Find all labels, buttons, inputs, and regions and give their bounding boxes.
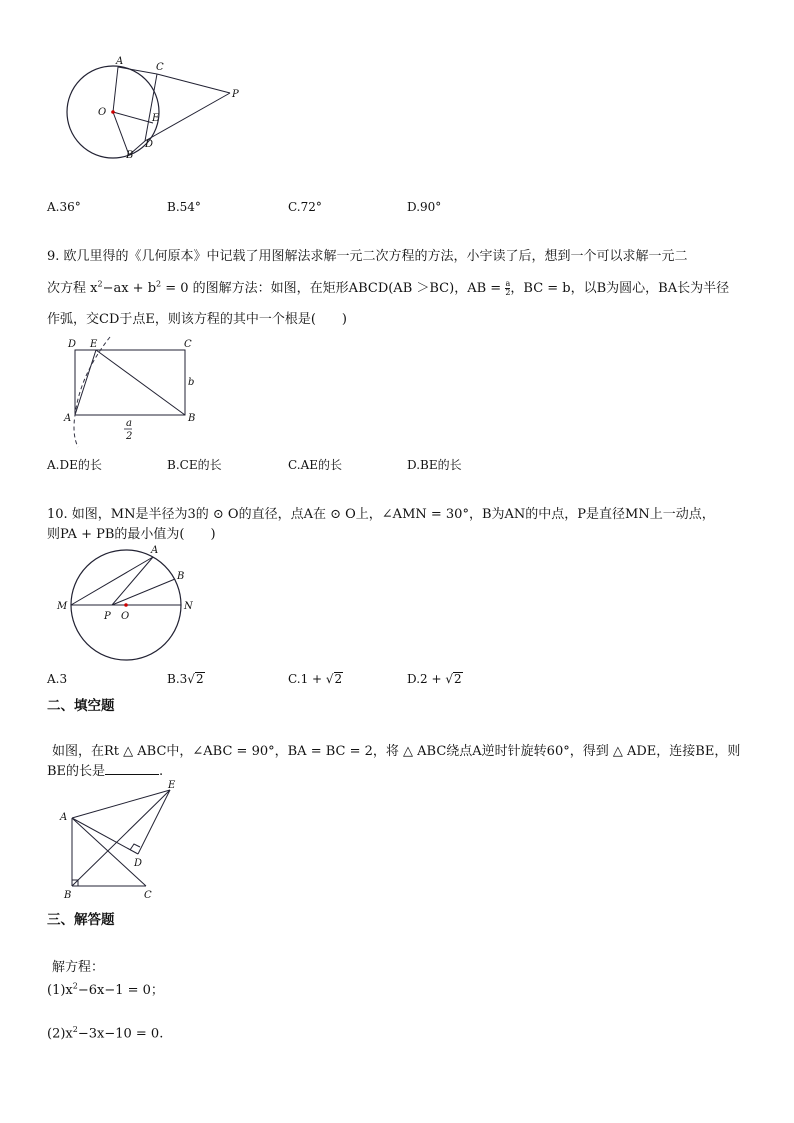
fill-label-b: B [64,890,72,901]
q9-label-b: B [188,413,196,424]
q8-label-d: D [145,139,154,150]
fill-question-line2: BE的长是 . [47,764,164,779]
q8-label-o: O [98,107,107,118]
q10-option-d[interactable]: D.2 + √2 [407,672,462,686]
q8-label-p: P [232,89,239,100]
q10-label-o: O [121,611,130,622]
section-answer-title: 三、解答题 [47,912,115,928]
q10-text-line2: 则PA + PB的最小值为( ) [47,527,216,542]
q10-label-n: N [184,601,193,612]
q8-label-b: B [126,150,134,161]
q9-figure [60,335,210,453]
q8-label-e: E [152,113,160,124]
equation-2: $(2)x^2-3x-10 = 0$. [47,1025,164,1042]
q10-option-b[interactable]: B.3√2 [167,672,204,686]
q10-figure [55,543,205,665]
solve-intro: 解方程： [52,960,105,975]
q8-option-c[interactable]: C.72° [288,200,322,214]
q9-text-line3: 作弧，交CD于点E，则该方程的其中一个根是( ) [47,312,348,327]
q8-option-d[interactable]: D.90° [407,200,442,214]
section-fill-blank-title: 二、填空题 [47,698,115,714]
q10-label-a: A [151,545,159,556]
q8-label-c: C [156,62,164,73]
q10-option-c[interactable]: C.1 + √2 [288,672,343,686]
q9-fraction: $\frac{a}{2}$ [505,279,511,297]
fill-label-e: E [168,780,176,791]
q10-text-line1: 10. 如图，MN是半径为3的 ⊙ O的直径，点A在 ⊙ O上，∠AMN = 30°，B为AN的中点，P是直径MN上一动点， [47,507,715,522]
q9-label-e: E [90,339,98,350]
q8-option-a[interactable]: A.36° [47,200,81,214]
fill-label-a: A [60,812,68,823]
q8-figure [60,55,250,170]
q10-label-p: P [104,611,111,622]
q9-label-a: A [64,413,72,424]
q8-label-a: A [116,56,124,67]
q9-label-d: D [68,339,77,350]
q9-option-a[interactable]: A.DE的长 [47,458,102,472]
q9-text-line2: 次方程 $x^2-ax + b^2 = 0$ 的图解方法：如图，在矩形ABCD(AB ＞BC)，AB = $\frac{a}{2}$ ，BC = b，以B为圆心，BA长为半径 [47,279,730,297]
q10-label-b: B [177,571,185,582]
q9-label-b-side: b [188,377,195,388]
q10-option-a[interactable]: A.3 [47,672,68,686]
fill-label-d: D [134,858,143,869]
fill-figure [58,780,188,902]
fill-question-line1: 如图，在Rt △ ABC中，∠ABC = 90°，BA = BC = 2，将 △ ABC绕点A逆时针旋转60°，得到 △ ADE，连接BE，则 [52,744,741,759]
q9-label-a-side: a [126,418,132,429]
q9-rectangle [75,350,185,415]
answer-blank[interactable] [105,763,159,775]
q9-option-b[interactable]: B.CE的长 [167,458,222,472]
q9-label-two: 2 [126,431,133,442]
q9-option-d[interactable]: D.BE的长 [407,458,462,472]
q9-option-c[interactable]: C.AE的长 [288,458,342,472]
q8-option-b[interactable]: B.54° [167,200,201,214]
q9-text-line1: 9. 欧几里得的《几何原本》中记载了用图解法求解一元二次方程的方法，小宇读了后，想到一个可以求解一元二 [47,249,688,264]
q9-label-c: C [184,339,192,350]
equation-1: $(1)x^2-6x-1 = 0$； [47,981,164,998]
q10-label-m: M [57,601,68,612]
fill-label-c: C [144,890,152,901]
